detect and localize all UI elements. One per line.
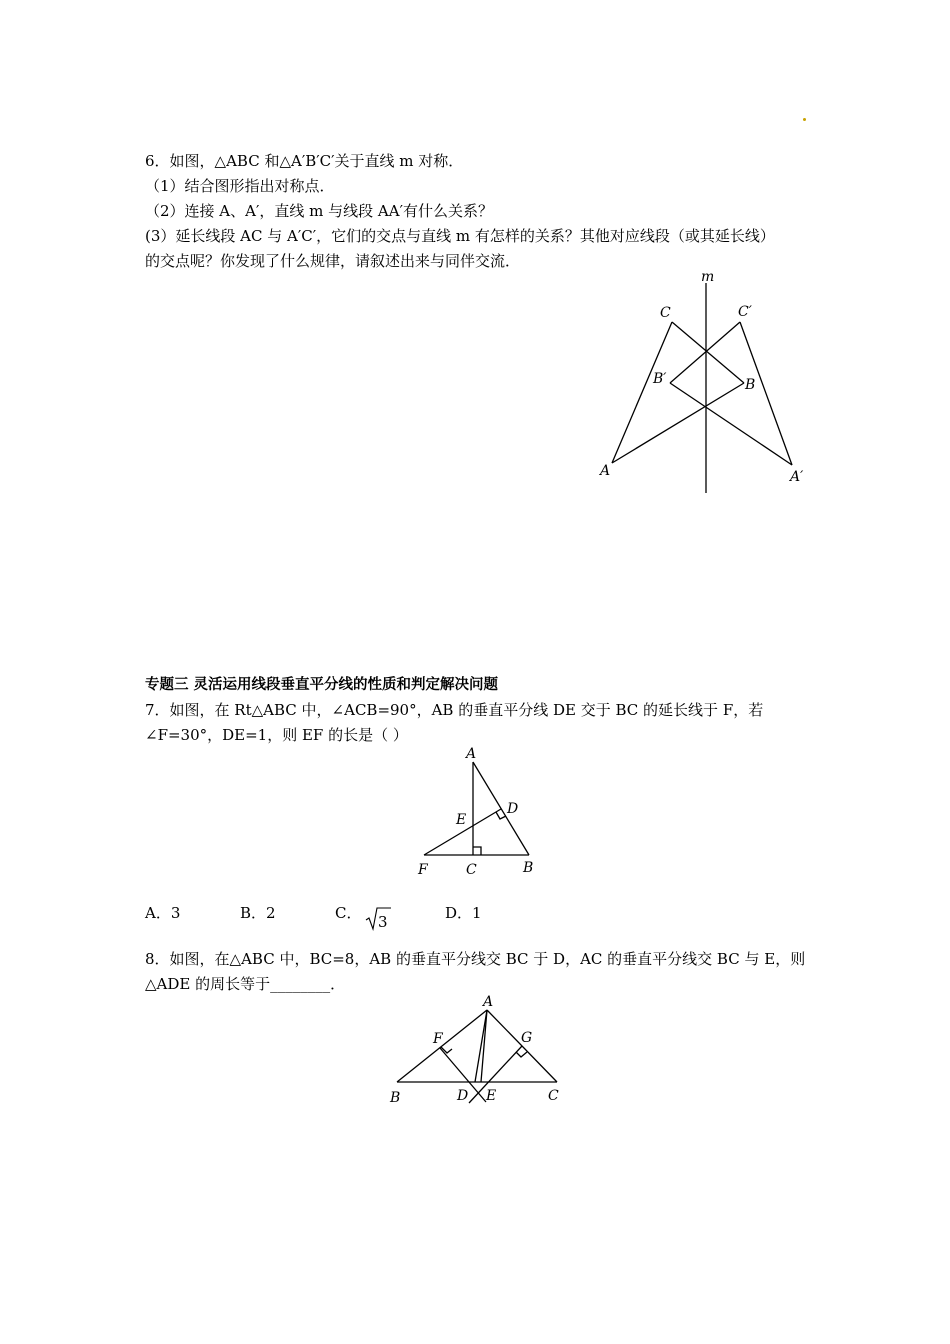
label-m: m: [701, 269, 715, 285]
section-title: 专题三 灵活运用线段垂直平分线的性质和判定解决问题: [145, 677, 499, 693]
segment-AE: [481, 1010, 487, 1082]
label-B: B: [745, 377, 756, 393]
segment-AD: [475, 1010, 487, 1082]
label-C-prime: C′: [738, 304, 752, 320]
corner-mark: [803, 118, 806, 121]
label-E: E: [486, 1088, 497, 1104]
q6-line-4: (3）延长线段 AC 与 A′C′，它们的交点与直线 m 有怎样的关系？其他对应线段（或其延长线）: [145, 227, 775, 245]
segment-B2A2: [670, 383, 792, 465]
label-A: A: [600, 463, 611, 479]
q6-line-2: （1）结合图形指出对称点．: [145, 177, 335, 195]
label-A: A: [466, 746, 477, 762]
label-C: C: [466, 862, 477, 878]
label-A: A: [483, 994, 494, 1010]
q7-option-c-sqrt: [365, 905, 391, 931]
q7-figure: [410, 742, 550, 882]
q6-line-5: 的交点呢？你发现了什么规律，请叙述出来与同伴交流．: [145, 252, 521, 270]
label-C: C: [548, 1088, 559, 1104]
q8-figure: [380, 990, 575, 1110]
q8-line-1: 8．如图，在△ABC 中，BC=8，AB 的垂直平分线交 BC 于 D，AC 的垂直平分线交 BC 与 E，则: [145, 950, 806, 968]
radicand: 3: [378, 913, 388, 931]
label-A-prime: A′: [790, 469, 804, 485]
label-F: F: [433, 1031, 443, 1047]
q6-figure: [590, 265, 820, 500]
segment-AB: [473, 762, 529, 855]
q6-line-3: （2）连接 A、A′，直线 m 与线段 AA′有什么关系？: [145, 202, 493, 220]
segment-C2B2: [670, 322, 740, 383]
segment-A2C2: [740, 322, 792, 465]
label-B-prime: B′: [653, 371, 667, 387]
q7-option-b: B．2: [240, 904, 276, 922]
right-angle-G: [516, 1052, 527, 1057]
q7-line-1: 7．如图，在 Rt△ABC 中，∠ACB=90°，AB 的垂直平分线 DE 交于 BC 的延长线于 F，若: [145, 701, 764, 719]
q6-line-1: 6．如图，△ABC 和△A′B′C′关于直线 m 对称．: [145, 152, 464, 170]
q8-line-2: △ADE 的周长等于________．: [145, 975, 346, 993]
label-G: G: [521, 1030, 533, 1046]
label-E: E: [456, 812, 467, 828]
label-F: F: [418, 862, 428, 878]
q7-line-2: ∠F=30°，DE=1，则 EF 的长是（ ）: [145, 726, 408, 744]
label-D: D: [507, 801, 519, 817]
q7-option-c: C．: [335, 904, 362, 922]
segment-AC: [612, 322, 672, 463]
right-angle-C: [473, 847, 481, 855]
label-D: D: [457, 1088, 469, 1104]
label-B: B: [523, 860, 534, 876]
q7-option-d: D．1: [445, 904, 482, 922]
label-C: C: [660, 305, 671, 321]
q7-option-a: A．3: [145, 904, 181, 922]
segment-CB: [672, 322, 744, 383]
label-B: B: [390, 1090, 401, 1106]
segment-BA: [612, 383, 744, 463]
